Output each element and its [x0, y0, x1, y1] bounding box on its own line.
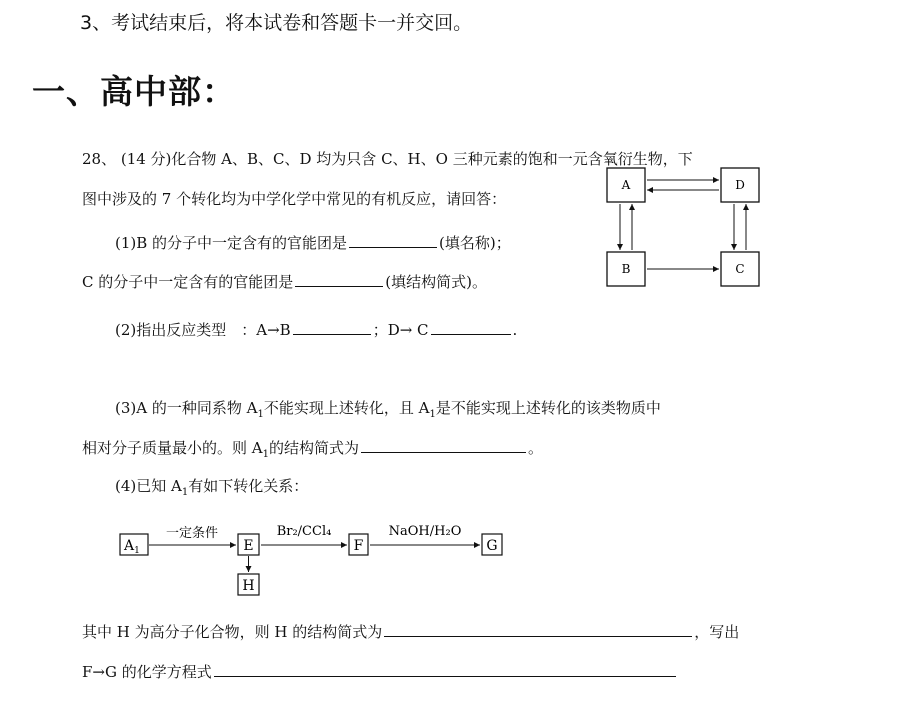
conversion-cycle-diagram: [600, 160, 770, 292]
svg-text:G: G: [486, 538, 498, 554]
node-d: [721, 168, 759, 202]
node-e: [238, 534, 259, 555]
part1-suffix: (填名称)；: [439, 234, 511, 252]
question-part5-line1: [82, 622, 739, 641]
answer-blank-f-to-g-equation[interactable]: [214, 662, 676, 677]
answer-blank-a1-structure[interactable]: [361, 438, 526, 453]
part5-line2-prefix: F→G 的化学方程式: [82, 663, 212, 681]
subscript-1: 1: [257, 409, 264, 420]
part3-text-a: (3)A 的一种同系物 A: [115, 399, 258, 417]
question-part3-line1: [115, 399, 661, 424]
question-part1b: [82, 272, 487, 291]
node-b: [607, 252, 645, 286]
question-part1: [115, 233, 511, 252]
part3-line2-b: 的结构简式为: [268, 439, 359, 457]
answer-blank-h-structure[interactable]: [384, 622, 692, 637]
svg-text:D: D: [735, 178, 745, 192]
subscript-1: 1: [262, 449, 269, 460]
node-a1: [120, 534, 148, 556]
part1b-prefix: C 的分子中一定含有的官能团是: [82, 273, 294, 291]
condition-3: NaOH/H₂O: [388, 524, 462, 539]
part5-line1-prefix: 其中 H 为高分子化合物，则 H 的结构简式为: [82, 623, 383, 641]
node-c: [721, 252, 759, 286]
part3-text-c: 是不能实现上述转化的该类物质中: [435, 399, 661, 417]
node-f: [349, 534, 368, 555]
part3-line2-end: 。: [528, 439, 544, 457]
question-part2: [115, 320, 517, 339]
svg-text:H: H: [242, 578, 255, 594]
part2-prefix: (2)指出反应类型 ：A→B: [115, 321, 291, 339]
question-intro-line2: 图中涉及的 7 个转化均为中学化学中常见的有机反应，请回答：: [82, 190, 507, 208]
answer-blank-b-group[interactable]: [349, 233, 437, 248]
answer-blank-c-group[interactable]: [295, 272, 383, 287]
answer-blank-a-to-b[interactable]: [293, 320, 371, 335]
question-part3-line2: [82, 438, 543, 464]
svg-text:E: E: [243, 538, 254, 554]
node-g: [482, 534, 502, 555]
part2-end: .: [512, 321, 518, 339]
svg-text:A: A: [621, 178, 631, 192]
node-a: [607, 168, 645, 202]
node-h: [238, 574, 259, 595]
condition-2: Br₂/CCl₄: [276, 524, 332, 539]
svg-text:B: B: [621, 262, 631, 276]
section-heading: 一、高中部：: [32, 72, 236, 111]
condition-1: 一定条件: [165, 526, 219, 541]
svg-text:F: F: [353, 538, 364, 554]
question-part4: [115, 477, 308, 502]
svg-text:C: C: [735, 262, 745, 276]
reaction-scheme: [110, 515, 510, 605]
part2-mid: ；D→ C: [372, 321, 429, 339]
svg-text:A1: $A_1$: [124, 538, 140, 556]
part4-text-b: 有如下转化关系：: [188, 477, 309, 495]
subscript-1: 1: [181, 487, 189, 498]
subscript-1: 1: [429, 409, 436, 420]
question-intro-line1: 28、 (14 分)化合物 A、B、C、D 均为只含 C、H、O 三种元素的饱和一元含氧衍生物，下: [82, 150, 693, 168]
part4-text-a: (4)已知 A: [115, 477, 182, 495]
exam-notice: 3、考试结束后，将本试卷和答题卡一并交回。: [80, 12, 473, 34]
part5-line1-suffix: ，写出: [694, 623, 740, 641]
answer-blank-d-to-c[interactable]: [431, 320, 511, 335]
part1b-suffix: (填结构简式)。: [385, 273, 487, 291]
part3-text-b: 不能实现上述转化，且 A: [263, 399, 430, 417]
part1-prefix: (1)B 的分子中一定含有的官能团是: [115, 234, 348, 252]
part3-line2-a: 相对分子质量最小的。则 A: [82, 439, 263, 457]
question-part5-line2: [82, 662, 678, 681]
